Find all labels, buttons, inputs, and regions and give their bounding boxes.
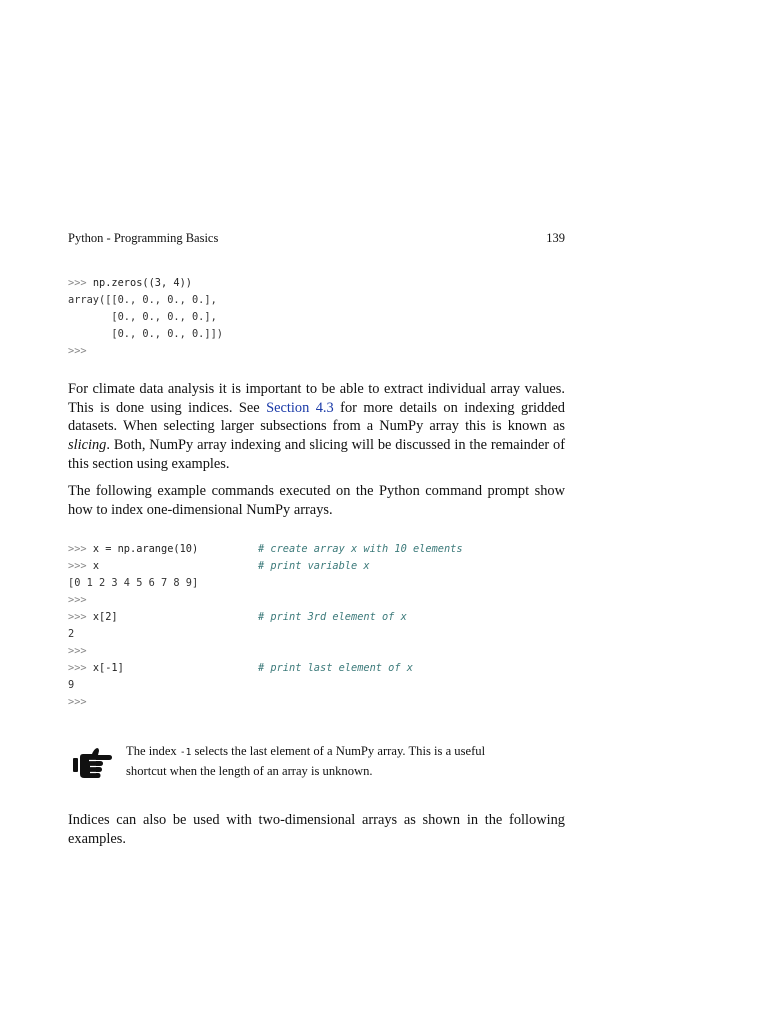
inline-code: -1 [179, 747, 192, 758]
code-line: >>> [68, 645, 87, 657]
code-line: 9 [68, 679, 75, 691]
paragraph-two-dimensional: Indices can also be used with two-dimensional arrays as shown in the following examples. [68, 812, 565, 847]
code-block-zeros [68, 275, 223, 360]
code-line: [0., 0., 0., 0.], [68, 311, 217, 323]
running-header [68, 231, 565, 246]
code-line: >>> x = np.arange(10) # create array x with 10 elements [68, 541, 198, 558]
section-link[interactable]: Section 4.3 [266, 399, 334, 416]
code-line: >>> x[2] # print 3rd element of x [68, 609, 198, 626]
code-line: >>> np.zeros((3, 4)) [68, 277, 193, 289]
code-comment: # print 3rd element of x [258, 611, 407, 623]
code-block-arange [68, 541, 463, 711]
code-line: >>> [68, 594, 87, 606]
code-line: array([[0., 0., 0., 0.], [68, 294, 217, 306]
code-line: [0 1 2 3 4 5 6 7 8 9] [68, 577, 199, 589]
tip-note-text: The index -1 selects the last element of a NumPy array. This is a useful shortcut when the length of an array is unknown. [126, 744, 486, 778]
pointing-hand-icon [72, 745, 114, 781]
page-number: 139 [546, 231, 565, 245]
code-line: >>> [68, 696, 87, 708]
code-comment: # create array x with 10 elements [258, 543, 463, 555]
code-line: 2 [68, 628, 75, 640]
code-line: >>> x # print variable x [68, 558, 198, 575]
paragraph-indexing-intro: For climate data analysis it is important to be able to extract individual array values. This is done using indices. See Section 4.3 for more details on indexing gridded datasets. When selecting larger subsections from a NumPy array this is known as slicing. Both, NumPy array indexing and slicing will be discussed in the remainder of this section using examples. [68, 381, 565, 472]
emphasis-slicing: slicing [68, 437, 107, 454]
code-line: >>> x[-1] # print last element of x [68, 660, 198, 677]
code-line: [0., 0., 0., 0.]]) [68, 328, 223, 340]
code-comment: # print variable x [258, 560, 370, 572]
paragraph-example-intro: The following example commands executed on the Python command prompt show how to index one-dimensional NumPy arrays. [68, 483, 565, 518]
code-line: >>> [68, 345, 87, 357]
running-title: Python - Programming Basics [68, 231, 219, 245]
code-comment: # print last element of x [258, 662, 413, 674]
tip-note [72, 742, 565, 781]
